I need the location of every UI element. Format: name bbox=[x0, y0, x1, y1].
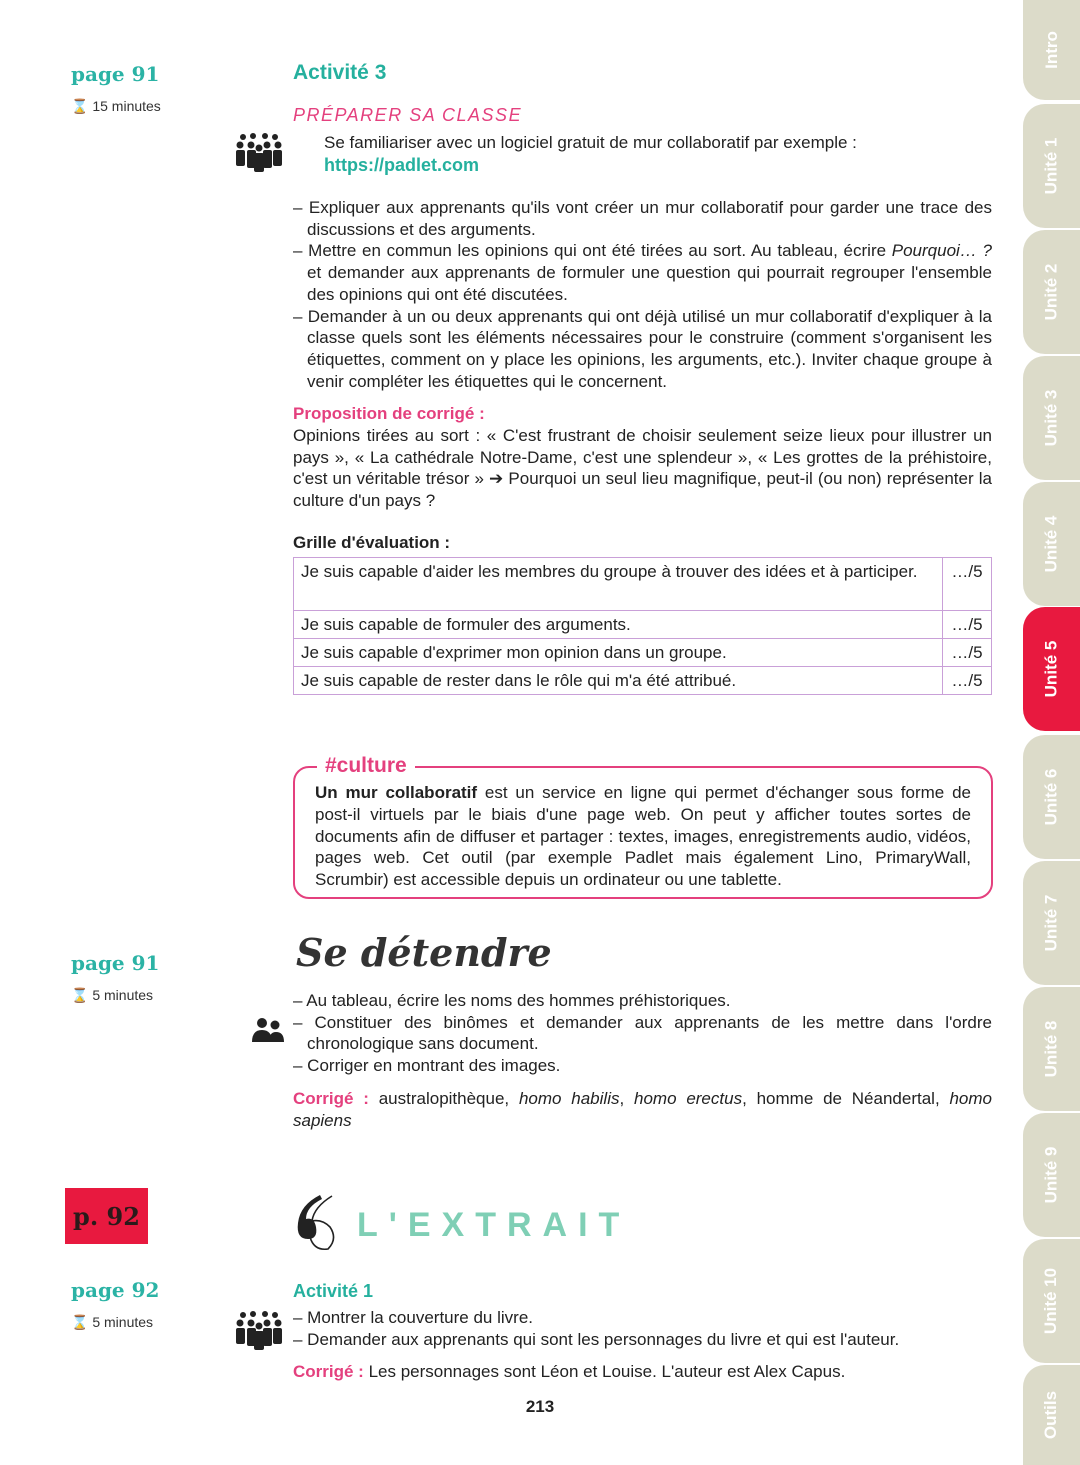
list-item: – Expliquer aux apprenants qu'ils vont créer un mur collaboratif pour garder une trace des discussions et des arguments. bbox=[293, 198, 992, 239]
item-italic: Pourquoi… ? bbox=[891, 241, 992, 261]
table-row bbox=[294, 611, 992, 639]
tab-unite-3[interactable]: Unité 3 bbox=[1023, 356, 1080, 480]
prep-text: Se familiariser avec un logiciel gratuit de mur collaboratif par exemple : bbox=[324, 133, 857, 152]
hourglass-icon: ⌛ bbox=[71, 987, 89, 1003]
tab-unite-4[interactable]: Unité 4 bbox=[1023, 482, 1080, 606]
corrige-label: Proposition de corrigé : bbox=[293, 404, 485, 423]
score: …/5 bbox=[943, 558, 992, 611]
corr-part: australopithèque, bbox=[368, 1089, 519, 1108]
corr-part: , homme de Néandertal, bbox=[742, 1089, 950, 1108]
quote-icon bbox=[292, 1193, 340, 1251]
detendre-instructions bbox=[293, 990, 992, 1077]
page-badge: p. 92 bbox=[65, 1188, 148, 1244]
tab-unite-6[interactable]: Unité 6 bbox=[1023, 735, 1080, 859]
list-item: – Corriger en montrant des images. bbox=[293, 1056, 561, 1076]
duration bbox=[71, 1314, 153, 1331]
duration-text: 5 minutes bbox=[92, 987, 154, 1003]
page-ref: page 92 bbox=[71, 1278, 160, 1302]
culture-tag: #culture bbox=[317, 754, 415, 778]
page-ref: page 91 bbox=[71, 951, 160, 975]
corrige-text: Les personnages sont Léon et Louise. L'auteur est Alex Capus. bbox=[363, 1362, 846, 1381]
group-icon bbox=[235, 1310, 283, 1350]
corr-part: homo erectus bbox=[634, 1089, 743, 1108]
criterion: Je suis capable d'aider les membres du groupe à trouver des idées et à participer. bbox=[294, 558, 943, 611]
list-item: – Demander aux apprenants qui sont les personnages du livre et qui est l'auteur. bbox=[293, 1329, 900, 1349]
corr-part: , bbox=[619, 1089, 634, 1108]
culture-box bbox=[293, 754, 993, 899]
duration bbox=[71, 987, 153, 1004]
tab-unite-5[interactable]: Unité 5 bbox=[1023, 607, 1080, 731]
tab-unite-1[interactable]: Unité 1 bbox=[1023, 104, 1080, 228]
list-item: – Constituer des binômes et demander aux apprenants de les mettre dans l'ordre chronologique sans document. bbox=[293, 1012, 992, 1054]
tab-unite-2[interactable]: Unité 2 bbox=[1023, 230, 1080, 354]
corrige-text: Opinions tirées au sort : « C'est frustrant de choisir seulement seize lieux pour illustrer un pays », « La cathédrale Notre-Dame, c'est une splendeur », « Les grottes de la préhistoire, c'est un véritable trésor » ➔ Pourquoi un seul lieu magnifique, peut-il (ou non) représenter la culture d'un pays ? bbox=[293, 426, 992, 511]
hourglass-icon: ⌛ bbox=[71, 1314, 89, 1330]
culture-body: est un service en ligne qui permet d'échanger sous forme de post-il virtuels par le biais d'une page web. On peut y afficher toutes sortes de documents afin de diffuser et partager : textes, images, enregistrements audio, vidéos, pages web. Cet outil (par exemple Padlet mais également Lino, PrimaryWall, Scrumbir) est accessible depuis un ordinateur ou une tablette. bbox=[315, 783, 971, 890]
extrait-title: L'EXTRAIT bbox=[357, 1206, 631, 1244]
corr-part: homo sapiens bbox=[293, 1089, 992, 1130]
tab-unite-9[interactable]: Unité 9 bbox=[1023, 1113, 1080, 1237]
section-title: Se détendre bbox=[296, 930, 552, 975]
group-icon bbox=[235, 132, 283, 172]
corrige-label: Corrigé : bbox=[293, 1089, 369, 1108]
tab-outils[interactable]: Outils bbox=[1023, 1365, 1080, 1465]
prep-block bbox=[324, 132, 857, 176]
list-item bbox=[293, 240, 992, 305]
list-item: – Montrer la couverture du livre. bbox=[293, 1308, 533, 1327]
table-row bbox=[294, 639, 992, 667]
duration-text: 5 minutes bbox=[92, 1314, 154, 1330]
item-text: et demander aux apprenants de formuler une question qui pourrait regrouper l'ensemble des opinions qui ont été discutées. bbox=[307, 263, 992, 304]
table-row bbox=[294, 667, 992, 695]
list-item: – Demander à un ou deux apprenants qui ont déjà utilisé un mur collaboratif d'expliquer à la classe quels sont les éléments nécessaires pour le construire (comment s'organisent les étiquettes, comment on y place les opinions, les arguments, etc.). Inviter chaque groupe à venir compléter les étiquettes qui le concernent. bbox=[293, 306, 992, 391]
duration-text: 15 minutes bbox=[92, 98, 161, 114]
padlet-link[interactable]: https://padlet.com bbox=[324, 155, 480, 175]
activity1-instructions bbox=[293, 1307, 992, 1350]
item-text: – Mettre en commun les opinions qui ont été tirées au sort. Au tableau, écrire bbox=[293, 241, 892, 261]
duration bbox=[71, 98, 161, 115]
criterion: Je suis capable de rester dans le rôle qui m'a été attribué. bbox=[294, 667, 943, 695]
grid-title: Grille d'évaluation : bbox=[293, 533, 451, 552]
score: …/5 bbox=[943, 611, 992, 639]
activity-title: Activité 3 bbox=[293, 61, 387, 84]
corrige-label: Corrigé : bbox=[293, 1362, 364, 1381]
activity-title: Activité 1 bbox=[293, 1281, 374, 1301]
tab-unite-8[interactable]: Unité 8 bbox=[1023, 987, 1080, 1111]
tab-intro[interactable]: Intro bbox=[1023, 0, 1080, 100]
instructions bbox=[293, 197, 992, 392]
tab-unite-10[interactable]: Unité 10 bbox=[1023, 1239, 1080, 1363]
pair-icon bbox=[252, 1017, 284, 1043]
corr-part: homo habilis bbox=[518, 1089, 620, 1108]
page-number: 213 bbox=[525, 1397, 555, 1416]
score: …/5 bbox=[943, 667, 992, 695]
unit-tabs bbox=[1023, 0, 1080, 1465]
activity1-corrige bbox=[293, 1361, 992, 1383]
page-ref: page 91 bbox=[71, 62, 160, 86]
hourglass-icon: ⌛ bbox=[71, 98, 89, 114]
culture-text bbox=[315, 782, 971, 891]
detendre-corrige bbox=[293, 1088, 992, 1131]
evaluation-grid bbox=[293, 557, 992, 695]
table-row bbox=[294, 558, 992, 611]
criterion: Je suis capable d'exprimer mon opinion dans un groupe. bbox=[294, 639, 943, 667]
tab-unite-7[interactable]: Unité 7 bbox=[1023, 861, 1080, 985]
score: …/5 bbox=[943, 639, 992, 667]
prep-heading: PRÉPARER SA CLASSE bbox=[293, 105, 523, 125]
list-item: – Au tableau, écrire les noms des hommes préhistoriques. bbox=[293, 991, 731, 1010]
culture-bold: Un mur collaboratif bbox=[315, 783, 478, 802]
criterion: Je suis capable de formuler des arguments. bbox=[294, 611, 943, 639]
